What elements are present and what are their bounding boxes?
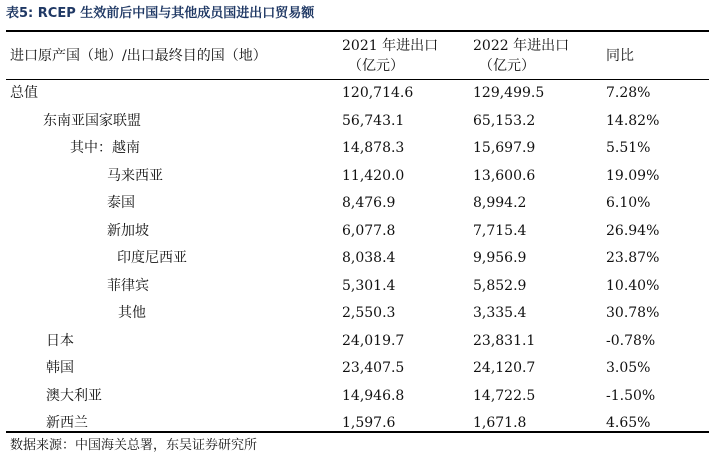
row-yoy: 23.87%	[606, 250, 660, 266]
row-name: 新西兰	[46, 415, 88, 431]
row-yoy: 10.40%	[606, 277, 660, 294]
row-yoy: 6.10%	[606, 195, 651, 211]
row-value-2022: 1,671.8	[473, 415, 527, 431]
row-value-2021: 11,420.0	[342, 167, 405, 184]
header-yoy	[606, 32, 634, 79]
row-name: 东南亚国家联盟	[43, 112, 141, 129]
row-yoy: 26.94%	[606, 222, 660, 239]
row-name: 总值	[10, 85, 38, 101]
row-value-2022: 13,600.6	[473, 167, 536, 184]
row-value-2021: 14,878.3	[342, 140, 405, 156]
row-yoy: 14.82%	[606, 112, 660, 129]
row-value-2022: 7,715.4	[473, 222, 527, 239]
header-2021-label: 2021 年进出口	[342, 37, 439, 54]
row-value-2021: 1,597.6	[342, 415, 396, 431]
header-origin	[10, 32, 267, 79]
table-row	[0, 190, 721, 218]
row-value-2022: 23,831.1	[473, 332, 536, 349]
data-source-note: 数据来源：中国海关总署，东吴证券研究所	[10, 438, 258, 453]
row-name: 印度尼西亚	[117, 250, 187, 266]
row-yoy: -1.50%	[606, 387, 656, 404]
row-name: 新加坡	[107, 222, 149, 239]
row-value-2021: 120,714.6	[342, 85, 414, 101]
table-row	[0, 410, 721, 438]
row-yoy: 4.65%	[606, 415, 651, 431]
row-yoy: 7.28%	[606, 85, 651, 101]
row-value-2022: 9,956.9	[473, 250, 527, 266]
row-value-2022: 129,499.5	[473, 85, 545, 101]
row-value-2021: 6,077.8	[342, 222, 396, 239]
row-value-2021: 8,476.9	[342, 195, 396, 211]
header-2021-unit: （亿元）	[348, 57, 404, 74]
row-value-2021: 56,743.1	[342, 112, 405, 129]
row-yoy: -0.78%	[606, 332, 656, 349]
header-2021	[342, 32, 438, 79]
table-row	[0, 355, 721, 383]
table-row	[0, 273, 721, 301]
row-name: 澳大利亚	[46, 387, 102, 404]
row-yoy: 5.51%	[606, 140, 651, 156]
table-row	[0, 163, 721, 191]
header-yoy-label: 同比	[606, 47, 634, 64]
row-value-2021: 5,301.4	[342, 277, 396, 294]
row-value-2022: 65,153.2	[473, 112, 536, 129]
row-yoy: 30.78%	[606, 305, 660, 321]
table-row	[0, 328, 721, 356]
row-value-2021: 2,550.3	[342, 305, 396, 321]
row-name: 其中：越南	[70, 140, 140, 156]
header-2022-unit: （亿元）	[479, 57, 535, 74]
row-value-2022: 24,120.7	[473, 360, 536, 376]
table-row	[0, 80, 721, 108]
row-value-2022: 15,697.9	[473, 140, 536, 156]
row-value-2021: 23,407.5	[342, 360, 405, 376]
table-row	[0, 108, 721, 136]
table-row	[0, 383, 721, 411]
row-value-2022: 5,852.9	[473, 277, 527, 294]
header-origin-label: 进口原产国（地）/出口最终目的国（地）	[10, 47, 267, 64]
table-bottom-rule	[6, 431, 709, 433]
row-value-2021: 8,038.4	[342, 250, 396, 266]
table-body	[0, 80, 721, 438]
row-value-2022: 8,994.2	[473, 195, 527, 211]
row-name: 马来西亚	[107, 167, 163, 184]
table-row	[0, 135, 721, 163]
row-value-2022: 3,335.4	[473, 305, 527, 321]
row-name: 泰国	[107, 195, 135, 211]
table-row	[0, 218, 721, 246]
table-row	[0, 245, 721, 273]
header-2022-label: 2022 年进出口	[473, 37, 570, 54]
row-name: 菲律宾	[107, 277, 149, 294]
row-yoy: 19.09%	[606, 167, 660, 184]
row-value-2021: 14,946.8	[342, 387, 405, 404]
row-value-2022: 14,722.5	[473, 387, 536, 404]
row-value-2021: 24,019.7	[342, 332, 405, 349]
table-title: 表5: RCEP 生效前后中国与其他成员国进出口贸易额	[6, 6, 315, 21]
row-name: 其他	[118, 305, 146, 321]
header-2022	[473, 32, 569, 79]
row-yoy: 3.05%	[606, 360, 651, 376]
row-name: 韩国	[46, 360, 74, 376]
row-name: 日本	[46, 332, 74, 349]
table-row	[0, 300, 721, 328]
